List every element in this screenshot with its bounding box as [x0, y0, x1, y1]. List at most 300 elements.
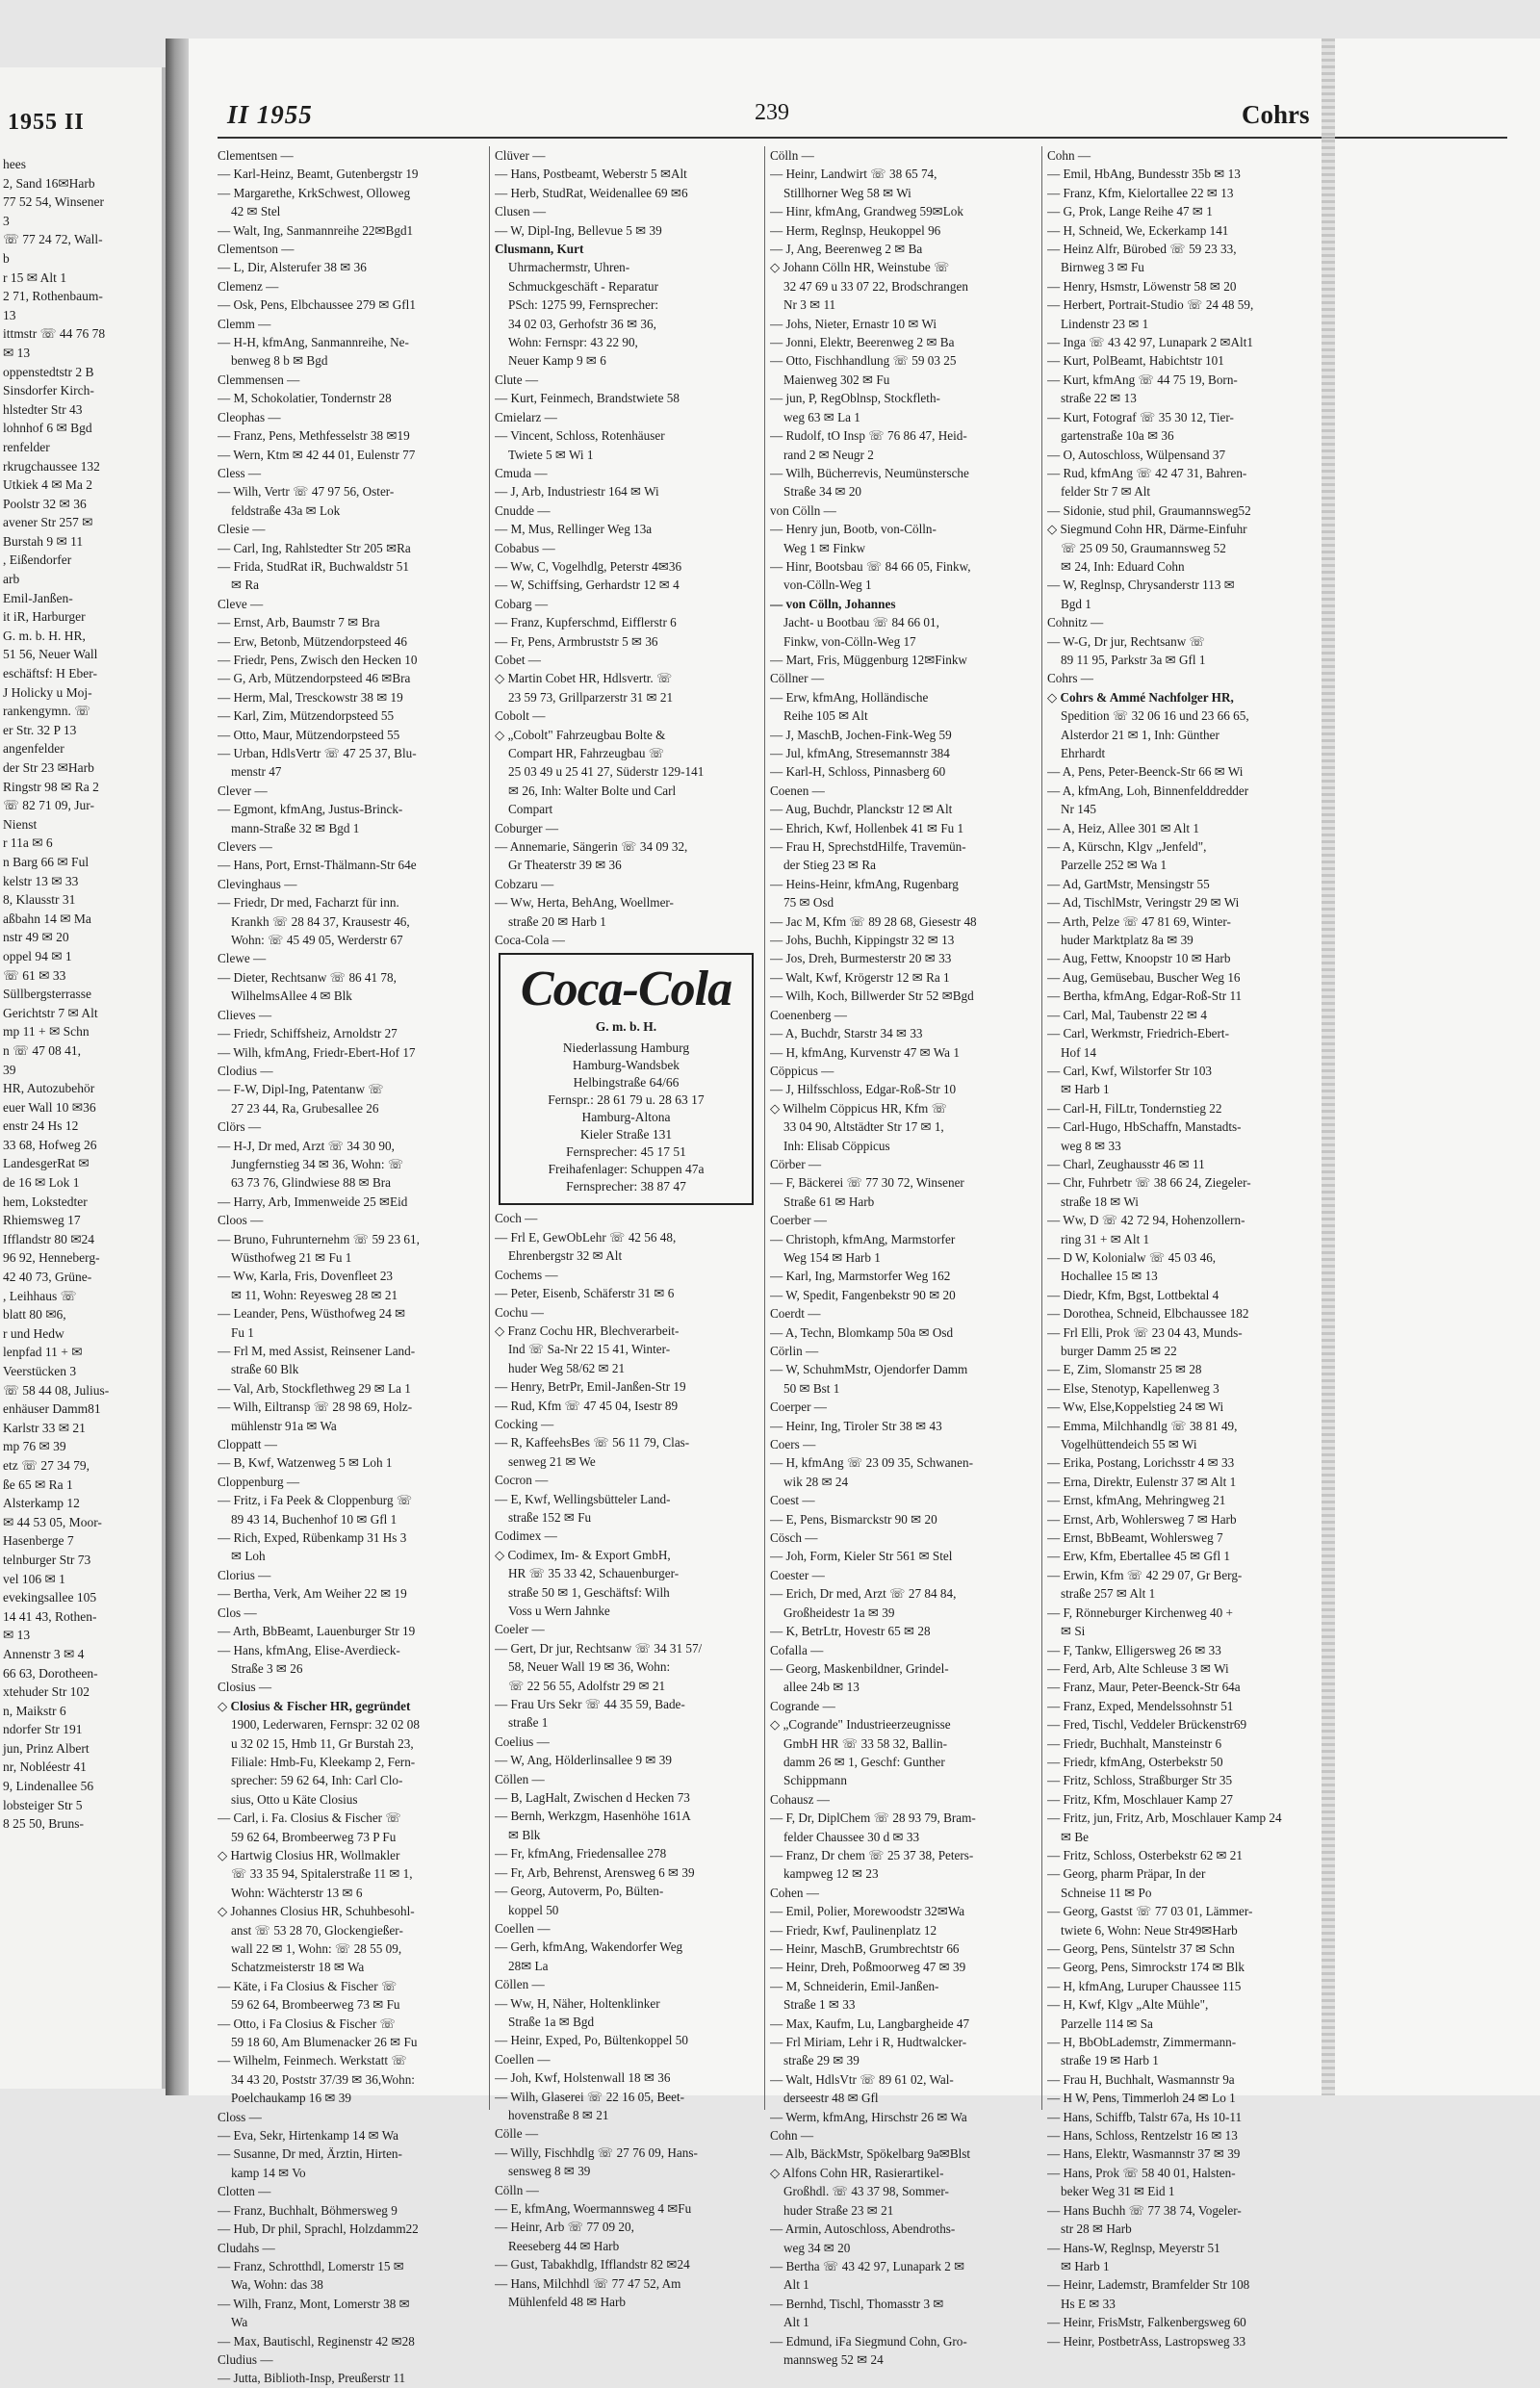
directory-line: Nr 3 ✉ 11	[783, 297, 836, 313]
directory-line: — Diedr, Kfm, Bgst, Lottbektal 4	[1047, 1287, 1219, 1302]
directory-line: — W, Ang, Hölderlinsallee 9 ✉ 39	[495, 1753, 672, 1768]
directory-line: — Charl, Zeughausstr 46 ✉ 11	[1047, 1156, 1205, 1171]
directory-line: Cörber —	[770, 1156, 822, 1171]
directory-line: Cöllen —	[495, 1771, 545, 1786]
directory-line: n Barg 66 ✉ Ful	[3, 854, 90, 869]
directory-line: weg 34 ✉ 20	[783, 2240, 851, 2255]
directory-line: — Gert, Dr jur, Rechtsanw ☏ 34 31 57/	[495, 1640, 703, 1656]
directory-line: felder Chaussee 30 d ✉ 33	[783, 1829, 920, 1844]
directory-line: — Herm, Mal, Tresckowstr 38 ✉ 19	[218, 689, 403, 705]
directory-line: — A, Buchdr, Starstr 34 ✉ 33	[770, 1026, 923, 1041]
directory-line: ße 65 ✉ Ra 1	[3, 1476, 73, 1492]
directory-line: 8 25 50, Bruns-	[3, 1816, 84, 1832]
directory-line: 2 71, Rothenbaum-	[3, 289, 103, 304]
directory-line: — Aug, Gemüsebau, Buscher Weg 16	[1047, 969, 1241, 985]
directory-line: — Franz, Schrotthdl, Lomerstr 15 ✉	[218, 2258, 404, 2273]
directory-line: GmbH HR ☏ 33 58 32, Ballin-	[783, 1735, 947, 1751]
directory-line: wik 28 ✉ 24	[783, 1474, 849, 1489]
directory-line: hovenstraße 8 ✉ 21	[508, 2107, 609, 2122]
directory-line: Alt 1	[783, 2277, 809, 2293]
directory-line: Clemenz —	[218, 278, 279, 294]
directory-line: Parzelle 252 ✉ Wa 1	[1061, 858, 1168, 873]
directory-line: Coester —	[770, 1567, 825, 1582]
directory-line: — J, Ang, Beerenweg 2 ✉ Ba	[770, 242, 923, 257]
directory-line: — Rud, kfmAng ☏ 42 47 31, Bahren-	[1047, 465, 1247, 480]
directory-line: — Wilh, Glaserei ☏ 22 16 05, Beet-	[495, 2089, 685, 2104]
directory-line: Cloppatt —	[218, 1437, 277, 1452]
directory-line: ✉ Si	[1061, 1624, 1086, 1639]
directory-line: Ringstr 98 ✉ Ra 2	[3, 779, 99, 794]
directory-line: — Carl, Kwf, Wilstorfer Str 103	[1047, 1063, 1213, 1078]
directory-line: Burstah 9 ✉ 11	[3, 533, 84, 549]
directory-line: — Val, Arb, Stockflethweg 29 ✉ La 1	[218, 1380, 411, 1396]
directory-line: straße 22 ✉ 13	[1061, 391, 1137, 406]
directory-line: ◇ Siegmund Cohn HR, Därme-Einfuhr	[1047, 522, 1247, 537]
directory-line: Cmielarz —	[495, 409, 557, 424]
directory-line: Cölln —	[770, 148, 814, 163]
directory-line: — Dorothea, Schneid, Elbchaussee 182	[1047, 1306, 1249, 1322]
directory-line: rand 2 ✉ Neugr 2	[783, 447, 874, 462]
directory-line: ◇ „Cobolt" Fahrzeugbau Bolte &	[495, 727, 666, 742]
directory-line: Coest —	[770, 1493, 815, 1508]
directory-line: Freihafenlager: Schuppen 47a	[548, 1162, 705, 1177]
directory-line: 59 62 64, Brombeerweg 73 P Fu	[231, 1829, 397, 1844]
directory-line: — Fr, Arb, Behrenst, Arensweg 6 ✉ 39	[495, 1864, 695, 1880]
directory-line: — Ww, Else,Koppelstieg 24 ✉ Wi	[1047, 1399, 1224, 1415]
column-divider	[764, 146, 765, 2110]
directory-line: Gr Theaterstr 39 ✉ 36	[508, 858, 622, 873]
directory-line: 23 59 73, Grillparzerstr 31 ✉ 21	[508, 689, 674, 705]
directory-line: — Ferd, Arb, Alte Schleuse 3 ✉ Wi	[1047, 1660, 1229, 1676]
directory-line: Reeseberg 44 ✉ Harb	[508, 2238, 620, 2253]
directory-line: jun, Prinz Albert	[3, 1740, 90, 1756]
directory-line: 77 52 54, Winsener	[3, 194, 104, 210]
directory-line: ◇ Johannes Closius HR, Schuhbesohl-	[218, 1904, 415, 1919]
directory-line: HR, Autozubehör	[3, 1081, 95, 1096]
directory-line: Filiale: Hmb-Fu, Kleekamp 2, Fern-	[231, 1754, 416, 1769]
directory-line: — Georg, Pens, Süntelstr 37 ✉ Schn	[1047, 1941, 1235, 1956]
directory-line: Cohnitz —	[1047, 615, 1104, 630]
directory-line: lobsteiger Str 5	[3, 1797, 83, 1812]
directory-line: — Heinr, Exped, Po, Bültenkoppel 50	[495, 2033, 688, 2048]
directory-line: Alsterdor 21 ✉ 1, Inh: Günther	[1061, 727, 1219, 742]
directory-line: — Frau H, Buchhalt, Wasmannstr 9a	[1047, 2071, 1235, 2087]
directory-line: der Stieg 23 ✉ Ra	[783, 858, 877, 873]
directory-line: ✉ Be	[1061, 1829, 1089, 1844]
directory-line: Wohn: ☏ 45 49 05, Werderstr 67	[231, 933, 403, 948]
directory-line: Hamburg-Wandsbek	[572, 1058, 680, 1073]
directory-line: 9, Lindenallee 56	[3, 1779, 94, 1794]
directory-line: 39	[3, 1062, 16, 1077]
directory-line: koppel 50	[508, 1902, 559, 1917]
directory-line: , Eißendorfer	[3, 552, 72, 568]
directory-line: — Fr, kfmAng, Friedensallee 278	[495, 1846, 667, 1862]
directory-line: wall 22 ✉ 1, Wohn: ☏ 28 55 09,	[231, 1941, 402, 1956]
column-3	[770, 146, 1035, 2369]
directory-line: — Egmont, kfmAng, Justus-Brinck-	[218, 802, 403, 817]
directory-line: Cohrs —	[1047, 671, 1093, 686]
directory-line: — Erich, Dr med, Arzt ☏ 27 84 84,	[770, 1586, 957, 1602]
directory-line: Cobabus —	[495, 540, 555, 555]
directory-line: Coelius —	[495, 1733, 550, 1749]
directory-line: — K, BetrLtr, Hovestr 65 ✉ 28	[770, 1624, 931, 1639]
directory-line: — Ww, Karla, Fris, Dovenfleet 23	[218, 1269, 394, 1284]
directory-line: Cloos —	[218, 1213, 264, 1228]
directory-line: Cocron —	[495, 1473, 549, 1488]
directory-line: — Karl, Ing, Marmstorfer Weg 162	[770, 1269, 951, 1284]
directory-line: Krankh ☏ 28 84 37, Krausestr 46,	[231, 913, 410, 929]
directory-line: Clute —	[495, 372, 539, 387]
directory-line: — Heins-Heinr, kfmAng, Rugenbarg	[770, 876, 959, 891]
directory-line: — Hans, Prok ☏ 58 40 01, Halsten-	[1047, 2165, 1236, 2180]
directory-line: — Bertha, kfmAng, Edgar-Roß-Str 11	[1047, 989, 1243, 1004]
directory-line: 8, Klausstr 31	[3, 892, 76, 908]
directory-line: — H, BbObLademstr, Zimmermann-	[1047, 2035, 1237, 2050]
directory-line: ◇ Alfons Cohn HR, Rasierartikel-	[770, 2165, 944, 2180]
directory-line: Cofalla —	[770, 1642, 824, 1657]
directory-line: n, Maikstr 6	[3, 1703, 66, 1718]
directory-line: — Bertha ☏ 43 42 97, Lunapark 2 ✉	[770, 2258, 965, 2273]
directory-line: — Frl E, GewObLehr ☏ 42 56 48,	[495, 1229, 677, 1245]
directory-line: — G, Arb, Mützendorpsteed 46 ✉Bra	[218, 671, 411, 686]
directory-line: ✉ Loh	[231, 1549, 266, 1564]
directory-line: Ind ☏ Sa-Nr 22 15 41, Winter-	[508, 1342, 671, 1357]
column-2	[495, 146, 759, 2311]
directory-line: r und Hedw	[3, 1325, 64, 1341]
directory-line: Annenstr 3 ✉ 4	[3, 1646, 85, 1661]
directory-line: — W-G, Dr jur, Rechtsanw ☏	[1047, 633, 1206, 649]
directory-line: — H, kfmAng ☏ 23 09 35, Schwanen-	[770, 1455, 973, 1471]
directory-line: — Annemarie, Sängerin ☏ 34 09 32,	[495, 839, 688, 855]
directory-line: — von Cölln, Johannes	[770, 596, 896, 611]
directory-line: ◇ Johann Cölln HR, Weinstube ☏	[770, 260, 950, 275]
directory-page	[189, 39, 1540, 2386]
directory-line: — H, kfmAng, Kurvenstr 47 ✉ Wa 1	[770, 1044, 960, 1060]
directory-line: 25 03 49 u 25 41 27, Süderstr 129-141	[508, 764, 705, 780]
directory-line: — Jos, Dreh, Burmesterstr 20 ✉ 33	[770, 951, 952, 966]
directory-line: — Georg, pharm Präpar, In der	[1047, 1866, 1206, 1882]
directory-line: — Franz, Kupferschmd, Eifflerstr 6	[495, 615, 677, 630]
directory-line: Cleophas —	[218, 409, 281, 424]
directory-line: Poelchaukamp 16 ✉ 39	[231, 2091, 351, 2106]
directory-line: Cösch —	[770, 1530, 818, 1546]
directory-line: Poolstr 32 ✉ 36	[3, 496, 87, 511]
directory-line: Fernsprecher: 45 17 51	[566, 1144, 686, 1160]
directory-line: — Wilh, Eiltransp ☏ 28 98 69, Holz-	[218, 1399, 413, 1415]
directory-line: Closius —	[218, 1680, 272, 1695]
directory-line: — Hans, Schloss, Rentzelstr 16 ✉ 13	[1047, 2128, 1238, 2144]
directory-line: — Henry, Hsmstr, Löwenstr 58 ✉ 20	[1047, 278, 1237, 294]
directory-line: — Hans, Port, Ernst-Thälmann-Str 64e	[218, 858, 417, 873]
directory-line: — Ernst, Arb, Wohlersweg 7 ✉ Harb	[1047, 1511, 1237, 1527]
directory-line: — Henry jun, Bootb, von-Cölln-	[770, 522, 937, 537]
directory-line: oppel 94 ✉ 1	[3, 948, 72, 963]
directory-line: — A, kfmAng, Loh, Binnenfelddredder	[1047, 783, 1249, 798]
directory-line: Clörs —	[218, 1119, 262, 1135]
directory-line: ring 31 + ✉ Alt 1	[1061, 1231, 1150, 1246]
directory-line: Straße 3 ✉ 26	[231, 1660, 303, 1676]
directory-line: — Hub, Dr phil, Sprachl, Holzdamm22	[218, 2221, 419, 2237]
directory-line: Karlstr 33 ✉ 21	[3, 1420, 86, 1435]
directory-line: Straße 1a ✉ Bgd	[508, 2014, 595, 2029]
directory-line: Cöllen —	[495, 1977, 545, 1992]
directory-line: — Vincent, Schloss, Rotenhäuser	[495, 428, 665, 444]
directory-line: nr, Nobléestr 41	[3, 1759, 87, 1775]
directory-line: de 16 ✉ Lok 1	[3, 1175, 80, 1191]
directory-line: — B, LagHalt, Zwischen d Hecken 73	[495, 1790, 690, 1806]
directory-line: — Kurt, kfmAng ☏ 44 75 19, Born-	[1047, 372, 1238, 387]
directory-line: eschäftsf: H Eber-	[3, 666, 97, 681]
directory-line: — Jac M, Kfm ☏ 89 28 68, Giesestr 48	[770, 913, 977, 929]
directory-line: — Erw, Kfm, Ebertallee 45 ✉ Gfl 1	[1047, 1549, 1231, 1564]
directory-line: — Johs, Nieter, Ernastr 10 ✉ Wi	[770, 316, 937, 331]
directory-line: Schatzmeisterstr 18 ✉ Wa	[231, 1960, 365, 1975]
directory-line: Helbingstraße 64/66	[573, 1075, 680, 1091]
directory-line: Clüver —	[495, 148, 546, 163]
directory-line: Straße 34 ✉ 20	[783, 484, 862, 500]
directory-line: — Walt, Kwf, Krögerstr 12 ✉ Ra 1	[770, 969, 950, 985]
directory-line: — Edmund, iFa Siegmund Cohn, Gro-	[770, 2333, 967, 2349]
directory-line: HR ☏ 35 33 42, Schauenburger-	[508, 1566, 680, 1581]
directory-line: Closs —	[218, 2109, 262, 2124]
directory-line: ✉ 11, Wohn: Reyesweg 28 ✉ 21	[231, 1287, 398, 1302]
directory-line: rkrugchaussee 132	[3, 458, 100, 474]
directory-line: — F, Bäckerei ☏ 77 30 72, Winsener	[770, 1175, 964, 1191]
directory-line: — A, Techn, Blomkamp 50a ✉ Osd	[770, 1324, 954, 1340]
directory-line: — Hans Buchh ☏ 77 38 74, Vogeler-	[1047, 2202, 1242, 2218]
directory-line: Clementsen —	[218, 148, 294, 163]
directory-line: euer Wall 10 ✉36	[3, 1099, 96, 1115]
directory-line: Cohn —	[1047, 148, 1091, 163]
directory-line: — D W, Kolonialw ☏ 45 03 46,	[1047, 1249, 1217, 1265]
directory-line: Niederlassung Hamburg	[562, 1040, 690, 1056]
directory-line: rankengymn. ☏	[3, 704, 91, 719]
directory-line: — Armin, Autoschloss, Abendroths-	[770, 2221, 956, 2237]
directory-line: burger Damm 25 ✉ 22	[1061, 1344, 1177, 1358]
directory-line: — Ww, C, Vogelhdlg, Peterstr 4✉36	[495, 558, 682, 574]
directory-line: 2, Sand 16✉Harb	[3, 175, 95, 191]
directory-line: Cnudde —	[495, 502, 551, 518]
directory-line: — Wilh, Vertr ☏ 47 97 56, Oster-	[218, 484, 395, 500]
directory-line: evekingsallee 105	[3, 1590, 97, 1605]
directory-line: Fu 1	[231, 1324, 254, 1340]
directory-line: — O, Autoschloss, Wülpensand 37	[1047, 447, 1226, 462]
column-2-bottom	[495, 1209, 759, 2311]
directory-line: Cölle —	[495, 2126, 539, 2142]
directory-line: Wohn: Fernspr: 43 22 90,	[508, 335, 638, 350]
directory-line: Cohen —	[770, 1885, 819, 1900]
directory-line: Cogrande —	[770, 1698, 835, 1713]
directory-line: Gerichtstr 7 ✉ Alt	[3, 1005, 98, 1020]
directory-line: Cohausz —	[770, 1791, 830, 1807]
directory-line: Maienweg 302 ✉ Fu	[783, 372, 890, 387]
directory-line: Inh: Elisab Cöppicus	[783, 1138, 890, 1153]
directory-line: — Franz, Buchhalt, Böhmersweg 9	[218, 2202, 398, 2218]
directory-line: — Karl, Zim, Mützendorpsteed 55	[218, 708, 395, 724]
directory-line: — Margarethe, KrkSchwest, Olloweg	[218, 185, 411, 200]
directory-line: — Carl-H, FilLtr, Tondernstieg 22	[1047, 1100, 1222, 1116]
directory-line: — Ww, H, Näher, Holtenklinker	[495, 1995, 660, 2011]
directory-line: Weg 1 ✉ Finkw	[783, 540, 866, 555]
page-number: 239	[755, 100, 789, 125]
directory-line: Coerber —	[770, 1213, 827, 1228]
directory-line: — Erna, Direktr, Eulenstr 37 ✉ Alt 1	[1047, 1474, 1237, 1489]
directory-line: 51 56, Neuer Wall	[3, 647, 98, 662]
directory-line: straße 20 ✉ Harb 1	[508, 913, 606, 929]
directory-line: Coers —	[770, 1437, 816, 1452]
column-divider	[489, 146, 490, 2110]
directory-line: — E, Kwf, Wellingsbütteler Land-	[495, 1491, 671, 1506]
directory-line: 42 40 73, Grüne-	[3, 1270, 92, 1285]
directory-line: Cobet —	[495, 652, 541, 667]
directory-line: — B, Kwf, Watzenweg 5 ✉ Loh 1	[218, 1455, 393, 1471]
directory-line: — Friedr, Kwf, Paulinenplatz 12	[770, 1922, 937, 1938]
directory-line: Coeler —	[495, 1622, 545, 1637]
directory-line: beker Weg 31 ✉ Eid 1	[1061, 2184, 1175, 2199]
directory-line: 75 ✉ Osd	[783, 895, 834, 911]
directory-line: — A, Kürschn, Klgv „Jenfeld",	[1047, 839, 1207, 855]
directory-line: , Leihhaus ☏	[3, 1288, 77, 1303]
directory-line: Clusen —	[495, 204, 547, 219]
directory-line: Cöppicus —	[770, 1063, 834, 1078]
directory-line: ☏ 33 35 94, Spitalerstraße 11 ✉ 1,	[231, 1866, 413, 1882]
directory-line: Cölln —	[495, 2182, 539, 2197]
directory-line: Wohn: Wächterstr 13 ✉ 6	[231, 1885, 363, 1900]
directory-line: — Karl-H, Schloss, Pinnasberg 60	[770, 764, 946, 780]
directory-line: Birnweg 3 ✉ Fu	[1061, 260, 1144, 275]
directory-line: Coca-Cola —	[495, 933, 565, 948]
directory-line: — Karl-Heinz, Beamt, Gutenbergstr 19	[218, 167, 419, 182]
coca-cola-advertisement	[499, 953, 754, 1205]
directory-line: — Wilhelm, Feinmech. Werkstatt ☏	[218, 2053, 407, 2068]
directory-line: Cohn —	[770, 2128, 814, 2144]
directory-line: r 15 ✉ Alt 1	[3, 270, 67, 285]
directory-line: — Christoph, kfmAng, Marmstorfer	[770, 1231, 956, 1246]
directory-line: b	[3, 250, 10, 266]
directory-line: — Otto, i Fa Closius & Fischer ☏	[218, 2016, 397, 2031]
directory-line: ✉ 13	[3, 1628, 31, 1643]
directory-line: Clos —	[218, 1605, 257, 1620]
directory-line: Cludahs —	[218, 2240, 275, 2255]
directory-line: Cloppenburg —	[218, 1474, 300, 1489]
directory-line: Spedition ☏ 32 06 16 und 23 66 65,	[1061, 708, 1249, 724]
directory-line: Straße 1 ✉ 33	[783, 1997, 856, 2013]
directory-line: — F, Dr, DiplChem ☏ 28 93 79, Bram-	[770, 1810, 976, 1826]
directory-line: — Wilh, kfmAng, Friedr-Ebert-Hof 17	[218, 1044, 416, 1060]
directory-line: Coerdt —	[770, 1306, 821, 1322]
directory-line: — Hans, kfmAng, Elise-Averdieck-	[218, 1642, 400, 1657]
directory-line: Rhiemsweg 17	[3, 1213, 81, 1228]
directory-line: 58, Neuer Wall 19 ✉ 36, Wohn:	[508, 1659, 671, 1675]
directory-line: — Erwin, Kfm ☏ 42 29 07, Gr Berg-	[1047, 1567, 1243, 1582]
directory-line: — Hans-W, Reglnsp, Meyerstr 51	[1047, 2240, 1220, 2255]
directory-line: straße 18 ✉ Wi	[1061, 1194, 1139, 1209]
directory-line: — Inga ☏ 43 42 97, Lunapark 2 ✉Alt1	[1047, 335, 1253, 350]
directory-line: sprecher: 59 62 64, Inh: Carl Clo-	[231, 1773, 403, 1788]
directory-line: vel 106 ✉ 1	[3, 1571, 65, 1586]
directory-line: — Franz, Kfm, Kielortallee 22 ✉ 13	[1047, 185, 1234, 200]
ad-company: G. m. b. H.	[595, 1019, 657, 1035]
directory-line: Ifflandstr 80 ✉24	[3, 1231, 95, 1246]
directory-line: — Friedr, Schiffsheiz, Arnoldstr 27	[218, 1026, 398, 1041]
directory-line: — Fred, Tischl, Veddeler Brückenstr69	[1047, 1717, 1247, 1733]
directory-line: Clever —	[218, 783, 268, 798]
directory-line: Wa	[231, 2315, 248, 2330]
directory-line: — Fritz, Schloss, Osterbekstr 62 ✉ 21	[1047, 1847, 1243, 1862]
directory-line: — Aug, Buchdr, Planckstr 12 ✉ Alt	[770, 802, 953, 817]
directory-line: — E, kfmAng, Woermannsweg 4 ✉Fu	[495, 2201, 692, 2216]
directory-line: ndorfer Str 191	[3, 1722, 83, 1737]
directory-line: — Bruno, Fuhrunternehm ☏ 59 23 61,	[218, 1231, 420, 1246]
directory-line: Bgd 1	[1061, 596, 1091, 611]
directory-line: — Bernh, Werkzgm, Hasenhöhe 161A	[495, 1809, 691, 1824]
directory-line: — A, Heiz, Allee 301 ✉ Alt 1	[1047, 820, 1199, 835]
directory-line: Cochu —	[495, 1304, 544, 1320]
directory-line: allee 24b ✉ 13	[783, 1680, 860, 1695]
directory-line: — Georg, Pens, Simrockstr 174 ✉ Blk	[1047, 1960, 1245, 1975]
directory-line: 50 ✉ Bst 1	[783, 1380, 840, 1396]
directory-line: — Rich, Exped, Rübenkamp 31 Hs 3	[218, 1530, 407, 1546]
directory-line: — W, Schiffsing, Gerhardstr 12 ✉ 4	[495, 578, 680, 593]
directory-line: Clesie —	[218, 522, 266, 537]
directory-line: — Kurt, Fotograf ☏ 35 30 12, Tier-	[1047, 409, 1234, 424]
directory-line: hees	[3, 157, 26, 171]
directory-line: 34 02 03, Gerhofstr 36 ✉ 36,	[508, 316, 656, 331]
directory-line: — Erika, Postang, Lorichsstr 4 ✉ 33	[1047, 1455, 1235, 1471]
directory-line: Cleve —	[218, 596, 264, 611]
directory-line: ◇ „Cogrande" Industrieerzeugnisse	[770, 1717, 951, 1733]
directory-line: oppenstedtstr 2 B	[3, 364, 94, 379]
directory-line: xtehuder Str 102	[3, 1684, 90, 1700]
directory-line: anst ☏ 53 28 70, Glockengießer-	[231, 1922, 403, 1938]
directory-line: — Ernst, kfmAng, Mehringweg 21	[1047, 1493, 1226, 1508]
directory-line: Nienst	[3, 816, 38, 832]
directory-line: ✉ 44 53 05, Moor-	[3, 1514, 102, 1529]
directory-line: etz ☏ 27 34 79,	[3, 1457, 90, 1473]
directory-line: 96 92, Henneberg-	[3, 1250, 100, 1266]
directory-line: lohnhof 6 ✉ Bgd	[3, 421, 92, 436]
directory-line: 28✉ La	[508, 1958, 549, 1973]
directory-line: — E, Pens, Bismarckstr 90 ✉ 20	[770, 1511, 937, 1527]
directory-line: avener Str 257 ✉	[3, 515, 93, 530]
directory-line: — Arth, BbBeamt, Lauenburger Str 19	[218, 1624, 416, 1639]
directory-line: — Franz, Exped, Mendelssohnstr 51	[1047, 1698, 1234, 1713]
directory-line: — Frl M, med Assist, Reinsener Land-	[218, 1344, 416, 1358]
directory-line: 1900, Lederwaren, Fernspr: 32 02 08	[231, 1717, 420, 1733]
directory-line: Alt 1	[783, 2315, 809, 2330]
directory-line: — Frau Urs Sekr ☏ 44 35 59, Bade-	[495, 1697, 685, 1712]
directory-line: — F, Tankw, Elligersweg 26 ✉ 33	[1047, 1642, 1221, 1657]
directory-line: straße 29 ✉ 39	[783, 2053, 860, 2068]
directory-line: — Bertha, Verk, Am Weiher 22 ✉ 19	[218, 1586, 407, 1602]
directory-line: Utkiek 4 ✉ Ma 2	[3, 477, 93, 493]
directory-line: weg 63 ✉ La 1	[783, 409, 860, 424]
directory-line: — Emma, Milchhandlg ☏ 38 81 49,	[1047, 1418, 1238, 1433]
directory-line: Coenenberg —	[770, 1007, 847, 1022]
directory-line: nstr 49 ✉ 20	[3, 930, 69, 945]
directory-line: sius, Otto u Käte Closius	[231, 1791, 358, 1807]
directory-line: — Bernhd, Tischl, Thomasstr 3 ✉	[770, 2296, 944, 2311]
directory-line: derseestr 48 ✉ Gfl	[783, 2091, 879, 2106]
directory-line: — Henry, BetrPr, Emil-Janßen-Str 19	[495, 1379, 686, 1395]
directory-line: — Eva, Sekr, Hirtenkamp 14 ✉ Wa	[218, 2128, 398, 2144]
directory-line: Großheidestr 1a ✉ 39	[783, 1605, 895, 1620]
directory-line: — Dieter, Rechtsanw ☏ 86 41 78,	[218, 969, 397, 985]
directory-line: Hasenberge 7	[3, 1533, 74, 1549]
directory-line: Jacht- u Bootbau ☏ 84 66 01,	[783, 615, 939, 630]
directory-line: — Hans, Schiffb, Talstr 67a, Hs 10-11	[1047, 2109, 1243, 2124]
directory-line: ✉ Harb 1	[1061, 1082, 1110, 1097]
